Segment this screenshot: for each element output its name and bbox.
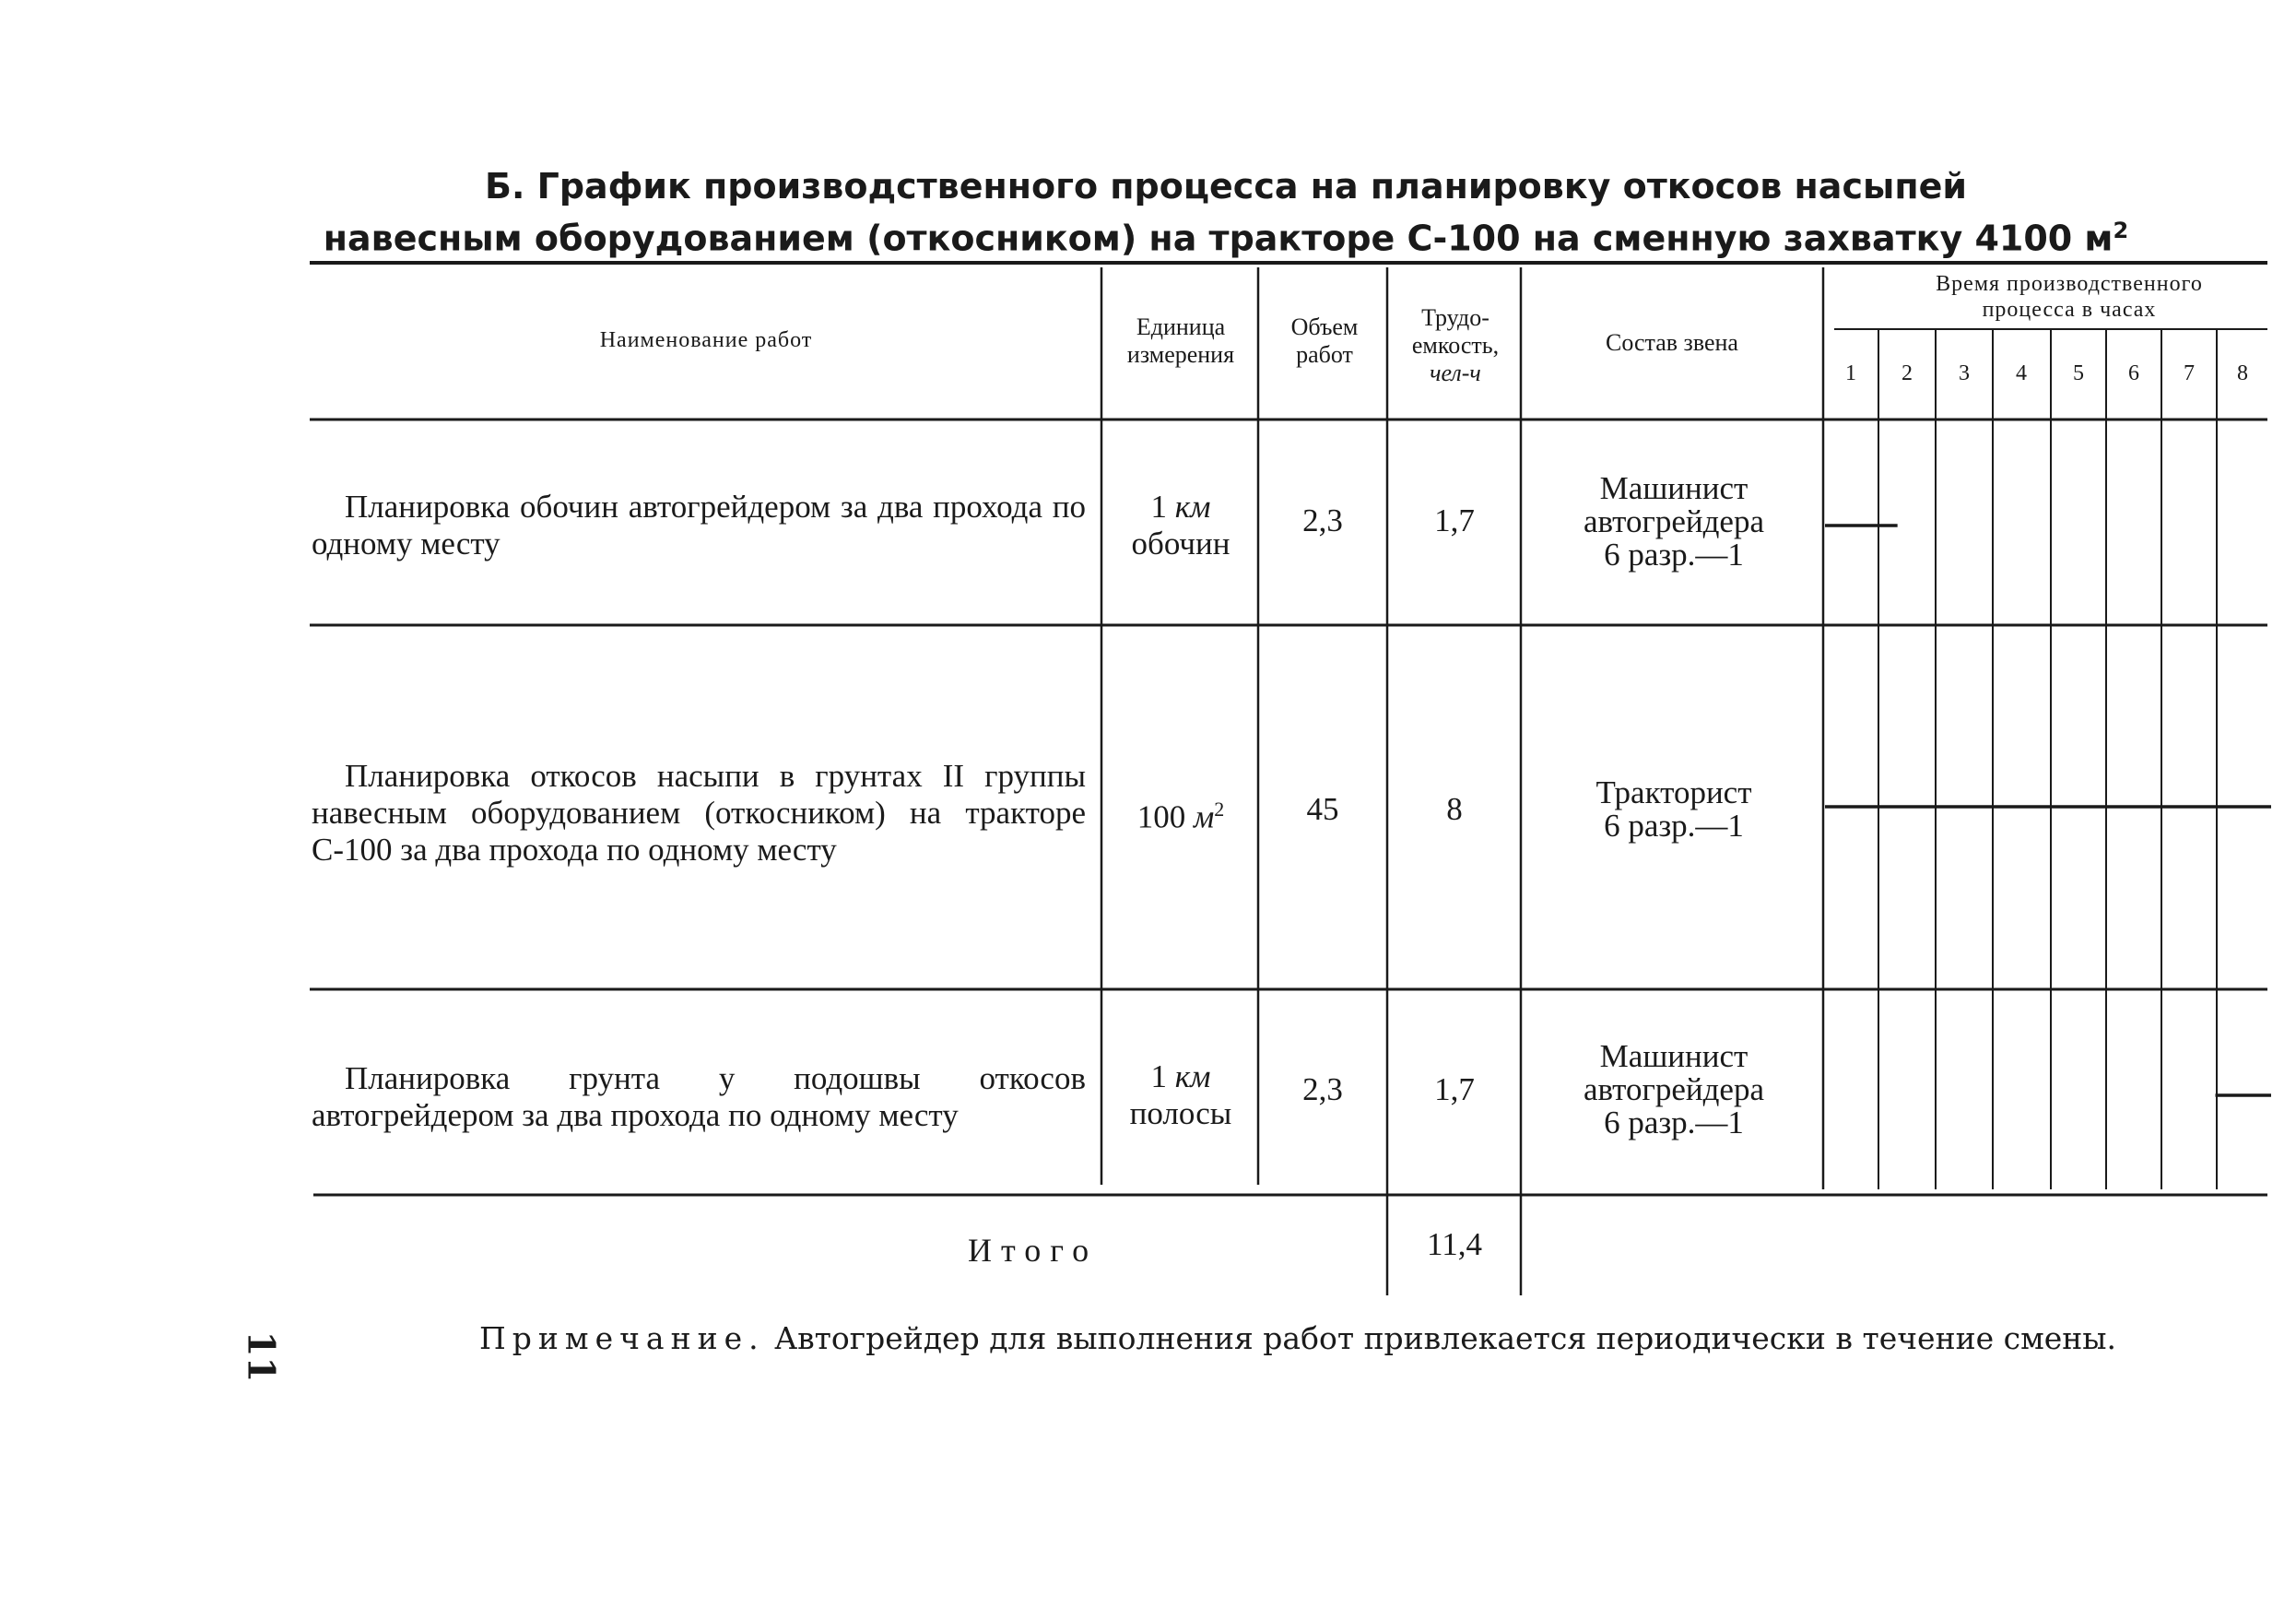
title-line-1: Б. График производственного процесса на планировку откосов насыпей (484, 166, 1967, 207)
row1-crew-line3: 6 разр.—1 (1604, 537, 1744, 573)
row3-labor: 1,7 (1434, 1071, 1475, 1107)
hour-label-4: 4 (2016, 361, 2027, 385)
row2-unit-value: 100 (1136, 798, 1186, 835)
row3-unit (1104, 1058, 1257, 1132)
row2-crew-line2: 6 разр.—1 (1604, 808, 1744, 844)
header-unit: Единица измерения (1126, 313, 1235, 368)
total-label: Итого (968, 1232, 1099, 1269)
footnote-text: Автогрейдер для выполнения работ привлекается периодически в течение смены. (774, 1320, 2117, 1356)
hour-label-1: 1 (1845, 361, 1856, 385)
row1-unit-value: 1 (1150, 489, 1168, 525)
row3-unit-line1 (1104, 1058, 1257, 1095)
header-labor-unit: чел-ч (1430, 360, 1481, 386)
row3-unit-value: 1 (1150, 1058, 1168, 1094)
row3-work: Планировка грунта у подошвы откосов автогрейдером за два прохода по одному месту (312, 1060, 1086, 1133)
hour-label-6: 6 (2128, 361, 2139, 385)
page-number: 11 (239, 1330, 283, 1383)
schedule-bars (1825, 526, 2271, 1095)
row1-volume: 2,3 (1302, 502, 1343, 538)
hour-label-3: 3 (1959, 361, 1970, 385)
row2-unit-name: м (1193, 798, 1215, 835)
header-time: Время производственного процесса в часах (1936, 272, 2203, 322)
header-work-name: Наименование работ (599, 328, 813, 352)
row2-crew (1525, 776, 1822, 843)
row3-crew (1525, 1040, 1822, 1140)
row3-crew-line1: Машинист (1599, 1038, 1748, 1074)
row3-unit-name: км (1174, 1058, 1211, 1094)
footnote-label: Примечание. (479, 1320, 765, 1356)
row1-crew-line1: Машинист (1599, 470, 1748, 506)
row1-crew-line2: автогрейдера (1583, 503, 1765, 539)
title-line-2-sup: 2 (2113, 218, 2129, 243)
row1-labor: 1,7 (1434, 502, 1475, 538)
total-value: 11,4 (1427, 1226, 1482, 1262)
row3-crew-line2: автогрейдера (1583, 1071, 1765, 1107)
header-volume: Объем работ (1290, 313, 1359, 368)
row1-unit-extra: обочин (1131, 526, 1230, 561)
header-labor (1392, 304, 1519, 387)
row3-unit-extra: полосы (1129, 1095, 1232, 1131)
row1-unit-line1 (1104, 489, 1257, 526)
row3-crew-line3: 6 разр.—1 (1604, 1105, 1744, 1140)
hour-label-5: 5 (2073, 361, 2084, 385)
hour-label-7: 7 (2184, 361, 2195, 385)
hour-label-2: 2 (1902, 361, 1913, 385)
row1-unit (1104, 489, 1257, 562)
hour-label-8: 8 (2237, 361, 2248, 385)
footnote (479, 1320, 2116, 1356)
row2-unit (1104, 791, 1257, 836)
row2-crew-line1: Тракторист (1595, 774, 1752, 810)
row2-unit-sup: 2 (1214, 798, 1225, 821)
row2-volume: 45 (1306, 791, 1339, 827)
row2-work: Планировка откосов насыпи в грунтах II группы навесным оборудованием (откосником) на тракторе С-100 за два прохода по одному месту (312, 758, 1086, 868)
title-line-2-text: навесным оборудованием (откосником) на тракторе С-100 на сменную захватку 4100 м (323, 218, 2113, 259)
row2-labor: 8 (1446, 791, 1463, 827)
header-crew: Состав звена (1606, 329, 1738, 356)
row1-unit-name: км (1174, 489, 1211, 525)
header-labor-title: Трудо-емкость, (1411, 304, 1500, 359)
row1-crew (1525, 472, 1822, 572)
row1-work: Планировка обочин автогрейдером за два прохода по одному месту (312, 489, 1086, 561)
row3-volume: 2,3 (1302, 1071, 1343, 1107)
